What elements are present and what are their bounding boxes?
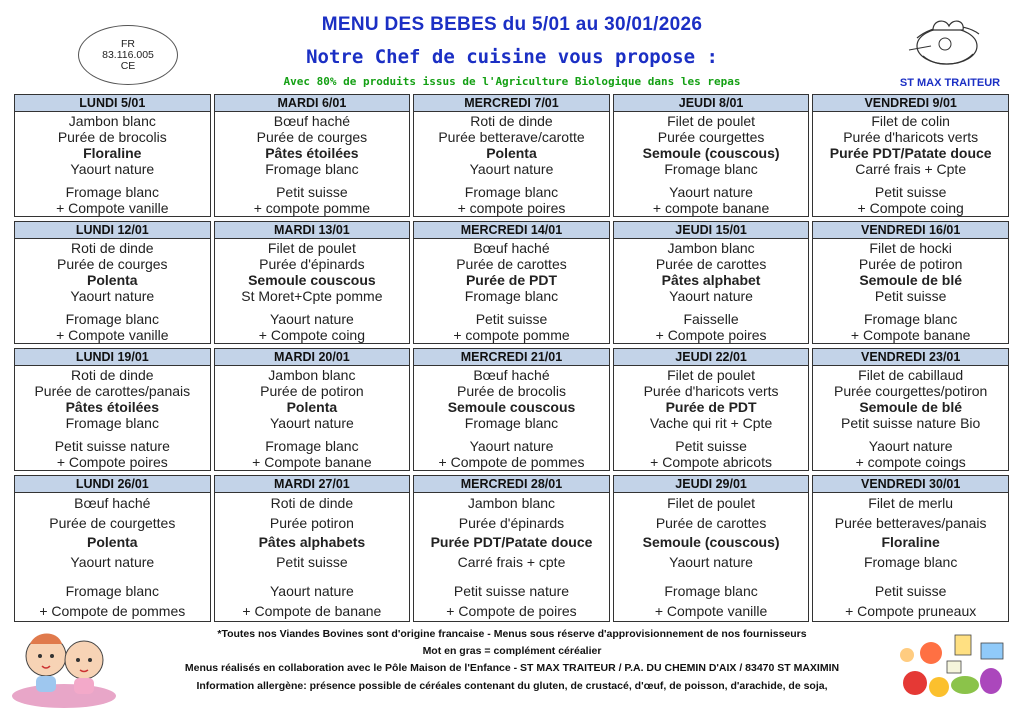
- day-menu: [614, 366, 809, 470]
- day-header: LUNDI 19/01: [15, 349, 210, 366]
- day-cell: [812, 94, 1009, 217]
- menu-grid: [14, 94, 1009, 626]
- menu-item: Fromage blanc: [464, 415, 559, 431]
- menu-item: Purée de potiron: [858, 256, 963, 272]
- menu-item: + Compote de pommes: [438, 454, 585, 470]
- day-header: MARDI 20/01: [215, 349, 410, 366]
- menu-item: Fromage blanc: [863, 553, 958, 570]
- menu-item: Purée d'haricots verts: [643, 383, 779, 399]
- menu-item: St Moret+Cpte pomme: [241, 288, 383, 304]
- day-header: JEUDI 22/01: [614, 349, 809, 366]
- stamp-line-1: FR: [121, 37, 135, 50]
- day-cell: [214, 94, 411, 217]
- menu-item: Yaourt nature: [269, 311, 354, 327]
- day-header: JEUDI 15/01: [614, 222, 809, 239]
- menu-item: + Compote coing: [857, 200, 964, 216]
- day-menu: [813, 239, 1008, 343]
- day-header: LUNDI 5/01: [15, 95, 210, 112]
- menu-item: Bœuf haché: [273, 113, 351, 129]
- menu-item: Yaourt nature: [669, 184, 753, 200]
- menu-item: Petit suisse: [874, 583, 947, 599]
- menu-item: Purée de carottes: [456, 256, 567, 272]
- day-cell: [812, 348, 1009, 471]
- day-cell: [613, 475, 810, 622]
- menu-item: Filet de poulet: [267, 240, 356, 256]
- menu-item: Purée d'épinards: [458, 514, 565, 531]
- menu-item: Petit suisse nature: [54, 438, 170, 454]
- menu-item: Fromage blanc: [265, 438, 359, 454]
- menu-item: Purée d'épinards: [259, 256, 365, 272]
- menu-item: Carré frais + cpte: [457, 553, 566, 570]
- menu-item: Fromage blanc: [265, 161, 359, 177]
- menu-item: Purée betteraves/panais: [834, 514, 987, 531]
- footer-collaboration: Menus réalisés en collaboration avec le Pôle Maison de l'Enfance - ST MAX TRAITEUR / P.A. DU CHEMIN D'AIX / 83470 ST MAXIMIN: [184, 662, 840, 674]
- day-cell: [413, 475, 610, 622]
- week-row: [14, 348, 1009, 471]
- menu-item: Purée d'haricots verts: [843, 129, 979, 145]
- cereal-item: Pâtes alphabet: [661, 272, 761, 288]
- page-title: MENU DES BEBES du 5/01 au 30/01/2026: [321, 14, 703, 35]
- menu-item: Petit suisse: [475, 311, 548, 327]
- menu-item: Yaourt nature: [70, 161, 155, 177]
- bio-note: Avec 80% de produits issus de l'Agriculture Biologique dans les repas: [283, 75, 741, 88]
- day-cell: [812, 221, 1009, 344]
- week-row: [14, 94, 1009, 217]
- menu-item: Fromage blanc: [863, 311, 958, 327]
- day-menu: [414, 239, 609, 343]
- page-subtitle: Notre Chef de cuisine vous propose :: [306, 46, 718, 68]
- menu-item: + Compote de banane: [242, 602, 382, 619]
- menu-item: Fromage blanc: [65, 415, 159, 431]
- day-header: VENDREDI 16/01: [813, 222, 1008, 239]
- day-menu: [614, 239, 809, 343]
- menu-item: Roti de dinde: [71, 240, 154, 256]
- day-menu: [215, 239, 410, 343]
- day-header: MARDI 6/01: [215, 95, 410, 112]
- cereal-item: Purée PDT/Patate douce: [829, 145, 992, 161]
- stamp-line-3: CE: [120, 59, 136, 72]
- menu-item: Filet de poulet: [667, 367, 756, 383]
- menu-item: Fromage blanc: [65, 583, 159, 599]
- day-header: JEUDI 8/01: [614, 95, 809, 112]
- cereal-item: Purée PDT/Patate douce: [430, 534, 593, 550]
- cereal-item: Polenta: [286, 399, 338, 415]
- cereal-item: Pâtes étoilées: [65, 399, 159, 415]
- day-menu: [614, 112, 809, 216]
- day-cell: [214, 475, 411, 622]
- day-menu: [414, 493, 609, 621]
- menu-item: + Compote poires: [655, 327, 767, 343]
- menu-item: Purée de carottes: [655, 256, 767, 272]
- menu-item: Jambon blanc: [68, 113, 156, 129]
- chef-hat-logo-icon: [903, 16, 985, 72]
- day-cell: [413, 348, 610, 471]
- menu-item: Jambon blanc: [467, 495, 556, 511]
- menu-item: + compote pomme: [253, 200, 371, 216]
- day-menu: [414, 112, 609, 216]
- cereal-item: Floraline: [83, 145, 142, 161]
- menu-item: Vache qui rit + Cpte: [649, 415, 773, 431]
- day-header: MERCREDI 21/01: [414, 349, 609, 366]
- menu-item: + Compote de pommes: [39, 602, 186, 619]
- day-header: VENDREDI 30/01: [813, 476, 1008, 493]
- day-header: LUNDI 26/01: [15, 476, 210, 493]
- menu-item: Yaourt nature: [269, 583, 354, 599]
- menu-item: Purée de carottes: [655, 514, 767, 531]
- menu-item: + Compote pruneaux: [845, 602, 977, 619]
- menu-item: Fromage blanc: [65, 184, 159, 200]
- menu-item: + Compote poires: [56, 454, 168, 470]
- menu-item: Yaourt nature: [669, 288, 753, 304]
- menu-item: Purée de carottes/panais: [34, 383, 191, 399]
- menu-item: + compote poires: [457, 200, 566, 216]
- menu-item: Roti de dinde: [470, 113, 553, 129]
- day-cell: [613, 94, 810, 217]
- day-cell: [613, 221, 810, 344]
- week-row: [14, 475, 1009, 622]
- menu-item: Petit suisse: [874, 288, 947, 304]
- day-menu: [813, 366, 1008, 470]
- cereal-item: Polenta: [486, 145, 537, 161]
- footer-allergen: Information allergène: présence possible de céréales contenant du gluten, de crustacé, d'œuf, de poisson, d'arachide, de soja,: [196, 680, 828, 692]
- menu-item: Jambon blanc: [667, 240, 755, 256]
- stamp-line-2: 83.116.005: [102, 48, 154, 61]
- menu-item: Yaourt nature: [868, 438, 953, 454]
- cereal-item: Polenta: [87, 272, 138, 288]
- menu-item: Petit suisse: [276, 553, 348, 570]
- menu-item: + Compote vanille: [56, 327, 169, 343]
- day-header: VENDREDI 23/01: [813, 349, 1008, 366]
- day-cell: [214, 221, 411, 344]
- babies-illustration: [8, 622, 126, 710]
- day-menu: [813, 493, 1008, 621]
- menu-item: Purée betterave/carotte: [438, 129, 585, 145]
- cereal-item: Floraline: [881, 534, 940, 550]
- menu-item: Fromage blanc: [464, 184, 559, 200]
- menu-item: + Compote vanille: [56, 200, 169, 216]
- menu-item: Purée de courges: [256, 129, 368, 145]
- day-header: JEUDI 29/01: [614, 476, 809, 493]
- day-menu: [15, 112, 210, 216]
- cereal-item: Polenta: [87, 534, 138, 550]
- menu-item: Carré frais + Cpte: [855, 161, 967, 177]
- menu-item: Purée de potiron: [260, 383, 364, 399]
- cereal-item: Purée de PDT: [665, 399, 757, 415]
- menu-item: Yaourt nature: [669, 553, 753, 570]
- day-header: VENDREDI 9/01: [813, 95, 1008, 112]
- day-cell: [214, 348, 411, 471]
- day-cell: [613, 348, 810, 471]
- day-menu: [614, 493, 809, 621]
- day-header: MERCREDI 7/01: [414, 95, 609, 112]
- day-menu: [215, 112, 410, 216]
- menu-item: + compote coings: [855, 454, 966, 470]
- day-header: MERCREDI 14/01: [414, 222, 609, 239]
- day-header: MARDI 13/01: [215, 222, 410, 239]
- day-cell: [14, 348, 211, 471]
- menu-item: Jambon blanc: [268, 367, 356, 383]
- menu-item: + Compote banane: [252, 454, 372, 470]
- day-menu: [15, 239, 210, 343]
- menu-item: Fromage blanc: [664, 161, 758, 177]
- day-cell: [413, 221, 610, 344]
- day-menu: [414, 366, 609, 470]
- menu-item: Fromage blanc: [464, 288, 559, 304]
- menu-item: Yaourt nature: [469, 438, 554, 454]
- menu-item: Bœuf haché: [473, 367, 550, 383]
- menu-item: Purée courgettes/potiron: [834, 383, 988, 399]
- menu-item: + Compote vanille: [654, 602, 768, 619]
- cereal-item: Semoule de blé: [859, 399, 963, 415]
- menu-item: Fromage blanc: [664, 583, 758, 599]
- week-row: [14, 221, 1009, 344]
- menu-item: Roti de dinde: [71, 367, 154, 383]
- day-cell: [14, 94, 211, 217]
- day-cell: [413, 94, 610, 217]
- day-menu: [15, 366, 210, 470]
- menu-item: Filet de hocki: [869, 240, 952, 256]
- menu-item: + Compote coing: [258, 327, 365, 343]
- menu-item: Petit suisse nature Bio: [841, 415, 981, 431]
- menu-item: Filet de poulet: [667, 495, 756, 511]
- menu-item: Purée potiron: [269, 514, 354, 531]
- footer-origin-note: *Toutes nos Viandes Bovines sont d'origine francaise - Menus sous réserve d'approvisionnement de nos fournisseurs: [217, 628, 807, 640]
- day-menu: [215, 493, 410, 621]
- menu-item: Purée de courgettes: [49, 514, 176, 531]
- menu-item: Fromage blanc: [65, 311, 159, 327]
- cereal-item: Pâtes étoilées: [265, 145, 359, 161]
- menu-item: Bœuf haché: [473, 240, 550, 256]
- menu-item: + Compote de poires: [446, 602, 577, 619]
- cereal-item: Pâtes alphabets: [258, 534, 366, 550]
- menu-item: Petit suisse: [276, 184, 348, 200]
- menu-item: + Compote banane: [850, 327, 971, 343]
- menu-item: Faisselle: [683, 311, 739, 327]
- menu-item: Petit suisse nature: [453, 583, 570, 599]
- menu-item: Purée de brocolis: [57, 129, 167, 145]
- day-cell: [812, 475, 1009, 622]
- cereal-item: Semoule couscous: [447, 399, 576, 415]
- menu-item: Yaourt nature: [269, 415, 354, 431]
- menu-item: + compote banane: [652, 200, 770, 216]
- menu-item: + compote pomme: [453, 327, 570, 343]
- menu-item: Purée de courges: [57, 256, 168, 272]
- menu-item: Yaourt nature: [469, 161, 554, 177]
- cereal-item: Semoule (couscous): [642, 145, 780, 161]
- menu-item: Purée de brocolis: [457, 383, 566, 399]
- menu-item: + Compote abricots: [650, 454, 772, 470]
- menu-item: Petit suisse: [874, 184, 947, 200]
- day-menu: [813, 112, 1008, 216]
- menu-item: Filet de merlu: [868, 495, 954, 511]
- food-illustration: [895, 625, 1013, 705]
- footer-bold-legend: Mot en gras = complément céréalier: [422, 645, 602, 657]
- cereal-item: Semoule couscous: [248, 272, 376, 288]
- day-header: MARDI 27/01: [215, 476, 410, 493]
- day-header: LUNDI 12/01: [15, 222, 210, 239]
- menu-item: Filet de poulet: [667, 113, 756, 129]
- menu-item: Roti de dinde: [270, 495, 354, 511]
- cereal-item: Semoule (couscous): [642, 534, 780, 550]
- day-menu: [215, 366, 410, 470]
- brand-name: ST MAX TRAITEUR: [899, 77, 1001, 89]
- menu-item: Yaourt nature: [70, 553, 155, 570]
- menu-item: Purée courgettes: [657, 129, 765, 145]
- day-header: MERCREDI 28/01: [414, 476, 609, 493]
- menu-item: Filet de colin: [871, 113, 950, 129]
- menu-item: Bœuf haché: [74, 495, 151, 511]
- menu-item: Petit suisse: [675, 438, 747, 454]
- menu-item: Yaourt nature: [70, 288, 155, 304]
- cereal-item: Purée de PDT: [465, 272, 557, 288]
- cereal-item: Semoule de blé: [859, 272, 963, 288]
- day-cell: [14, 221, 211, 344]
- day-menu: [15, 493, 210, 621]
- menu-item: Filet de cabillaud: [858, 367, 964, 383]
- day-cell: [14, 475, 211, 622]
